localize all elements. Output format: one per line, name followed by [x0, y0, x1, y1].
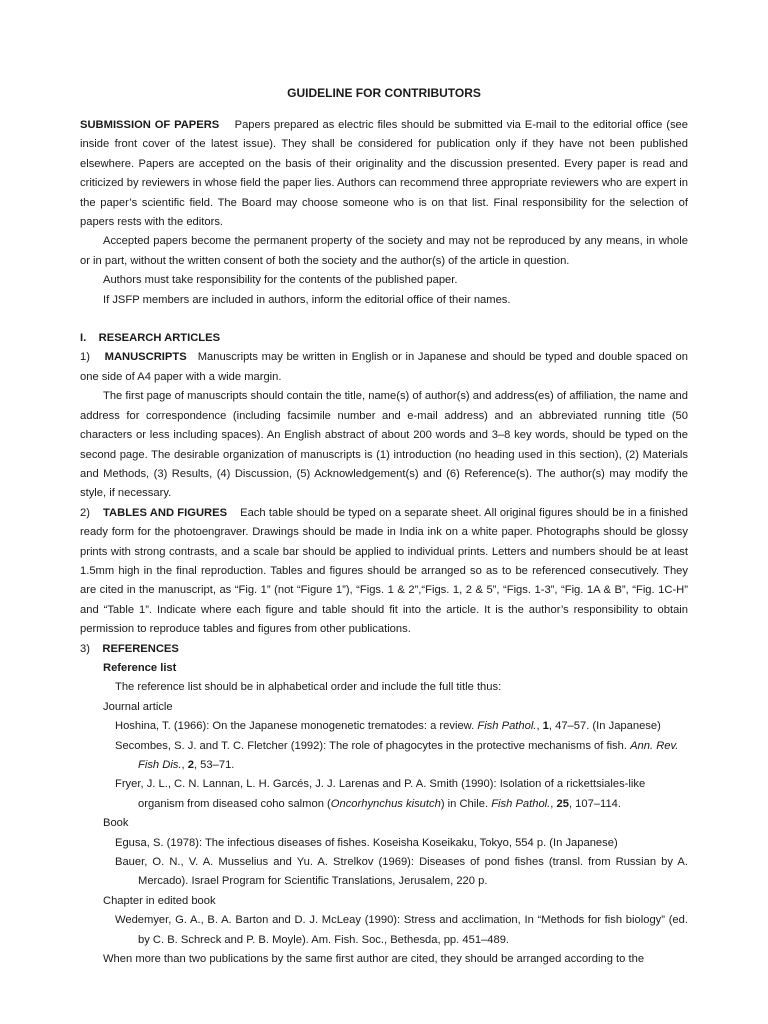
- book-reference-1: Egusa, S. (1978): The infectious diseases of fishes. Koseisha Koseikaku, Tokyo, 554 p. (In Japanese): [115, 836, 618, 849]
- journal-reference-1: Hoshina, T. (1966): On the Japanese monogenetic trematodes: a review. Fish Pathol., 1, 47–57. (In Japanese): [115, 720, 661, 733]
- submission-paragraph-3: Authors must take responsibility for the contents of the published paper.: [103, 274, 458, 287]
- references-closing: When more than two publications by the same first author are cited, they should be arranged according to the: [103, 953, 645, 966]
- document-body: [80, 116, 688, 969]
- manuscripts-heading: MANUSCRIPTS: [104, 351, 187, 364]
- book-label: Book: [103, 817, 129, 830]
- chapter-reference-1: Wedemyer, G. A., B. A. Barton and D. J. McLeay (1990): Stress and acclimation, In “Methods for fish biology” (ed. by C. B. Schreck and P. B. Moyle). Am. Fish. Soc., Bethesda, pp. 451–489.: [115, 914, 688, 946]
- manuscripts-paragraph-1: 1) MANUSCRIPTS Manuscripts may be written in English or in Japanese and should be typed and double spaced on one side of A4 paper with a wide margin.: [80, 351, 689, 383]
- submission-paragraph-4: If JSFP members are included in authors, inform the editorial office of their names.: [103, 293, 511, 306]
- tables-heading: TABLES AND FIGURES: [103, 506, 228, 519]
- journal-article-label: Journal article: [103, 700, 173, 713]
- reference-list-intro: The reference list should be in alphabetical order and include the full title thus:: [115, 681, 502, 694]
- journal-reference-2: Secombes, S. J. and T. C. Fletcher (1992): The role of phagocytes in the protective mechanisms of fish. Ann. Rev. Fish Dis., 2, 53–71.: [115, 739, 679, 771]
- reference-list-heading: Reference list: [103, 661, 177, 674]
- page-title: GUIDELINE FOR CONTRIBUTORS: [287, 86, 481, 100]
- submission-paragraph-1: SUBMISSION OF PAPERS Papers prepared as electric files should be submitted via E-mail to the editorial office (see inside front cover of the latest issue). They shall be considered for publication only if they have not been published elsewhere. Papers are accepted on the basis of their originality and the discussion presented. Every paper is read and criticized by reviewers in whose field the paper lies. Authors can recommend three appropriate reviewers who are expert in the paper’s scientific field. The Board may choose someone who is on that list. Final responsibility for the selection of papers rests with the editors.: [80, 119, 688, 229]
- journal-reference-3: Fryer, J. L., C. N. Lannan, L. H. Garcés, J. J. Larenas and P. A. Smith (1990): Isolation of a rickettsiales-like organism from diseased coho salmon (Oncorhynchus kisutch) in Chile. Fish Pathol., 25, 107–114.: [115, 778, 646, 810]
- references-heading-line: 3) REFERENCES: [80, 642, 179, 655]
- manuscripts-paragraph-2: The first page of manuscripts should contain the title, name(s) of author(s) and address(es) of affiliation, the name and address for correspondence (including facsimile number and e-mail address) and an abbreviated running title (50 characters or less including spaces). An English abstract of about 200 words and 3–8 key words, should be typed on the second page. The desirable organization of manuscripts is (1) introduction (no heading used in this section), (2) Materials and Methods, (3) Results, (4) Discussion, (5) Acknowledgement(s) and (6) Reference(s). The author(s) may modify the style, if necessary.: [80, 390, 688, 500]
- chapter-label: Chapter in edited book: [103, 894, 216, 907]
- section-gap: [80, 310, 688, 329]
- book-reference-2: Bauer, O. N., V. A. Musselius and Yu. A. Strelkov (1969): Diseases of pond fishes (transl. from Russian by A. Mercado). Israel Program for Scientific Translations, Jerusalem, 220 p.: [115, 856, 688, 888]
- tables-paragraph: 2) TABLES AND FIGURES Each table should be typed on a separate sheet. All original figures should be in a finished ready form for the photoengraver. Drawings should be made in India ink on a white paper. Photographs should be glossy prints with strong contrasts, and a scale bar should be applied to individual prints. Letters and numbers should be at least 1.5mm high in the final reproduction. Tables and figures should be arranged so as to be referenced consecutively. They are cited in the manuscript, as “Fig. 1” (not “Figure 1”), “Figs. 1 & 2”,“Figs. 1, 2 & 5”, “Figs. 1-3”, “Fig. 1A & B”, “Fig. 1C-H” and “Table 1”. Indicate where each figure and table should fit into the article. It is the author’s responsibility to obtain permission to reproduce tables and figures from other publications.: [80, 506, 688, 636]
- submission-heading: SUBMISSION OF PAPERS: [80, 119, 220, 131]
- submission-paragraph-2: Accepted papers become the permanent property of the society and may not be reproduced by any means, in whole or in part, without the written consent of both the society and the author(s) of the article in question.: [80, 235, 688, 267]
- references-heading: REFERENCES: [102, 642, 179, 655]
- section-heading: I. RESEARCH ARTICLES: [80, 332, 221, 345]
